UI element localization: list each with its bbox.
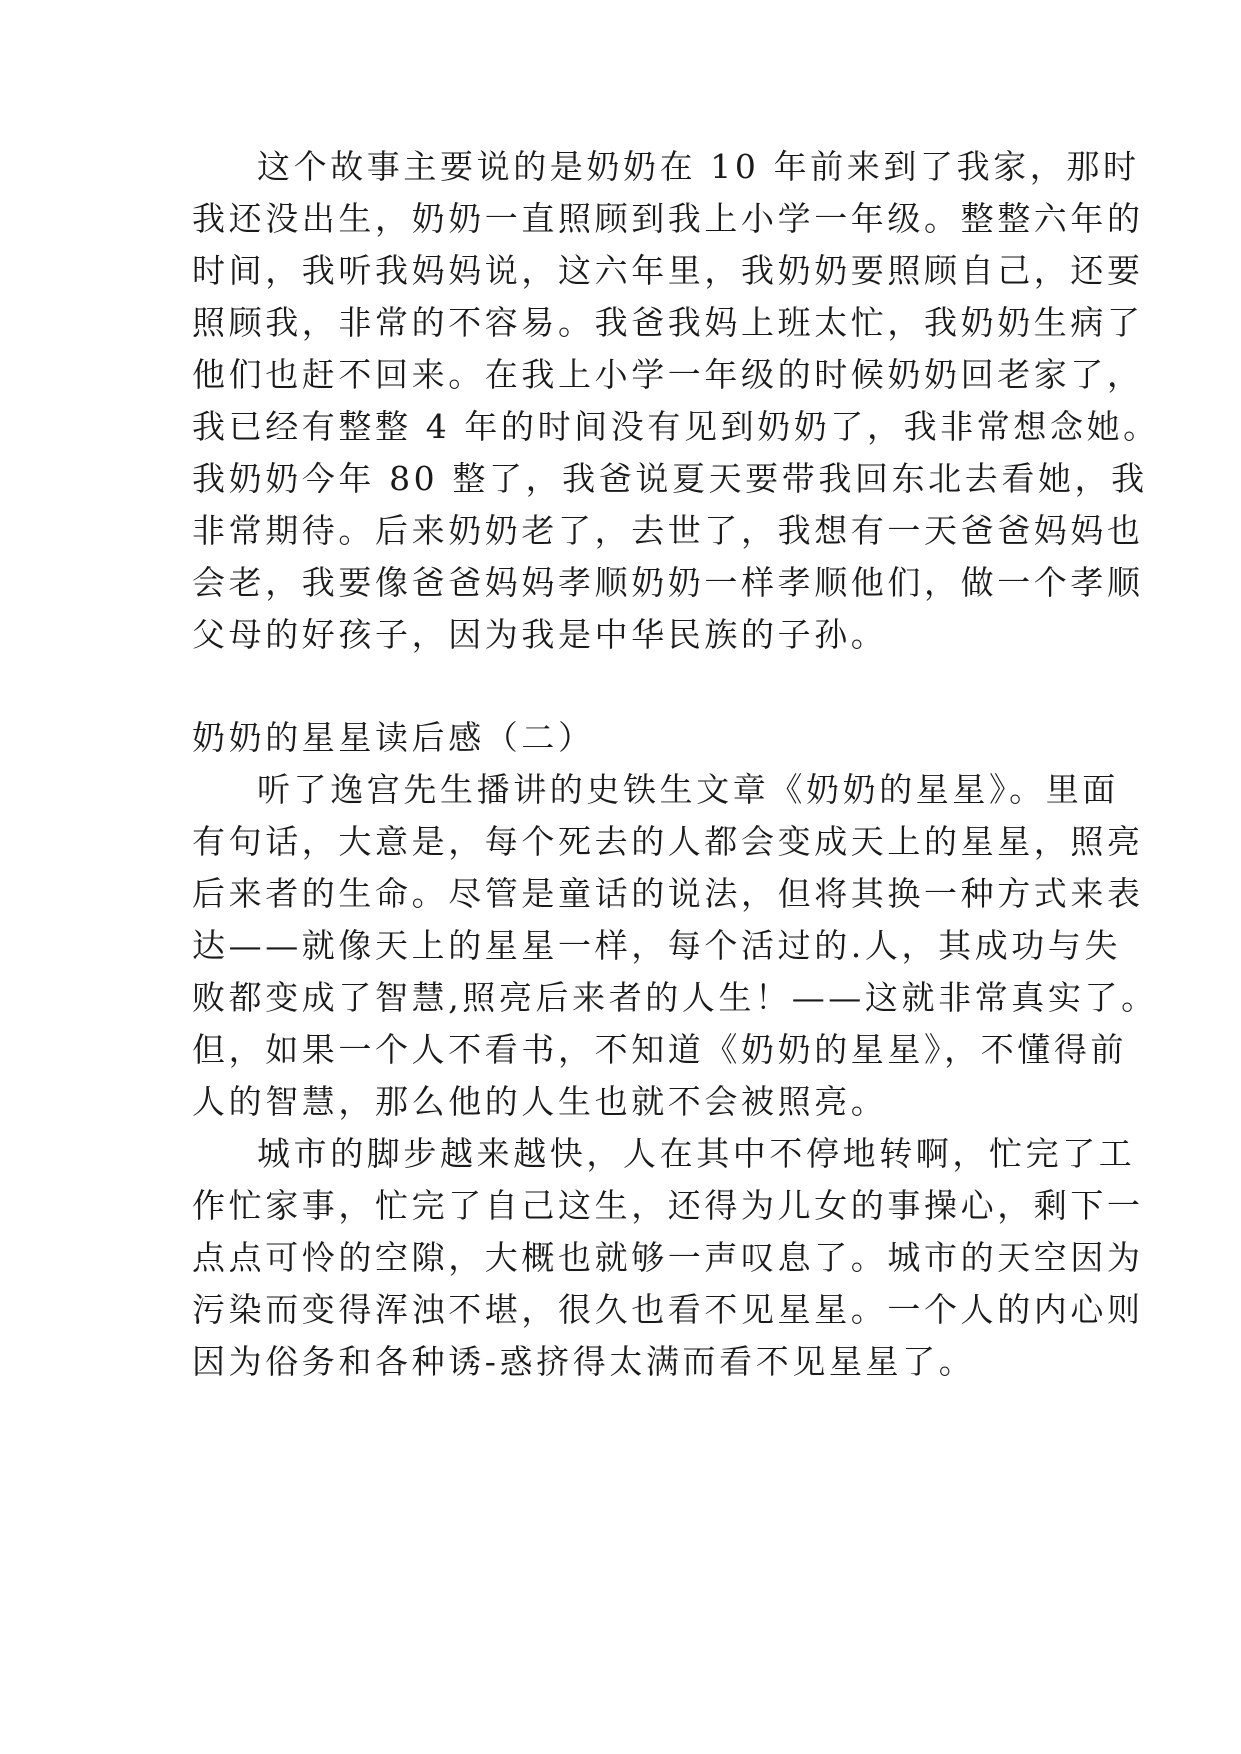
paragraph-1-line-3: 时间，我听我妈妈说，这六年里，我奶奶要照顾自己，还要 — [192, 251, 1144, 290]
paragraph-1-line-8: 非常期待。后来奶奶老了，去世了，我想有一天爸爸妈妈也 — [192, 511, 1144, 550]
paragraph-2-line-5: 败都变成了智慧,照亮后来者的人生！——这就非常真实了。 — [192, 978, 1158, 1017]
paragraph-1-line-2: 我还没出生，奶奶一直照顾到我上小学一年级。整整六年的 — [192, 199, 1144, 238]
paragraph-2-line-2: 有句话，大意是，每个死去的人都会变成天上的星星，照亮 — [192, 822, 1144, 861]
paragraph-1-line-6: 我已经有整整 4 年的时间没有见到奶奶了，我非常想念她。 — [192, 407, 1160, 446]
paragraph-2-line-1: 听了逸宫先生播讲的史铁生文章《奶奶的星星》。里面 — [257, 770, 1119, 809]
paragraph-2-line-4: 达——就像天上的星星一样，每个活过的.人，其成功与失 — [192, 926, 1122, 965]
paragraph-3-line-3: 点点可怜的空隙，大概也就够一声叹息了。城市的天空因为 — [192, 1238, 1144, 1277]
section-heading: 奶奶的星星读后感（二） — [192, 718, 595, 757]
paragraph-3-line-1: 城市的脚步越来越快，人在其中不停地转啊，忙完了工 — [257, 1134, 1136, 1173]
paragraph-3-line-2: 作忙家事，忙完了自己这生，还得为儿女的事操心，剩下一 — [192, 1186, 1144, 1225]
paragraph-1-line-5: 他们也赶不回来。在我上小学一年级的时候奶奶回老家了， — [192, 355, 1144, 394]
paragraph-2-line-7: 人的智慧，那么他的人生也就不会被照亮。 — [192, 1082, 888, 1121]
paragraph-3-line-4: 污染而变得浑浊不堪，很久也看不见星星。一个人的内心则 — [192, 1290, 1144, 1329]
paragraph-1-line-4: 照顾我，非常的不容易。我爸我妈上班太忙，我奶奶生病了 — [192, 303, 1144, 342]
paragraph-1-line-1: 这个故事主要说的是奶奶在 10 年前来到了我家，那时 — [257, 147, 1140, 186]
paragraph-1-line-10: 父母的好孩子，因为我是中华民族的子孙。 — [192, 615, 888, 654]
paragraph-2-line-3: 后来者的生命。尽管是童话的说法，但将其换一种方式来表 — [192, 874, 1144, 913]
paragraph-1-line-7: 我奶奶今年 80 整了，我爸说夏天要带我回东北去看她，我 — [192, 459, 1148, 498]
paragraph-1-line-9: 会老，我要像爸爸妈妈孝顺奶奶一样孝顺他们，做一个孝顺 — [192, 563, 1144, 602]
paragraph-3-line-5: 因为俗务和各种诱-惑挤得太满而看不见星星了。 — [192, 1342, 976, 1381]
paragraph-2-line-6: 但，如果一个人不看书，不知道《奶奶的星星》，不懂得前 — [192, 1030, 1128, 1069]
